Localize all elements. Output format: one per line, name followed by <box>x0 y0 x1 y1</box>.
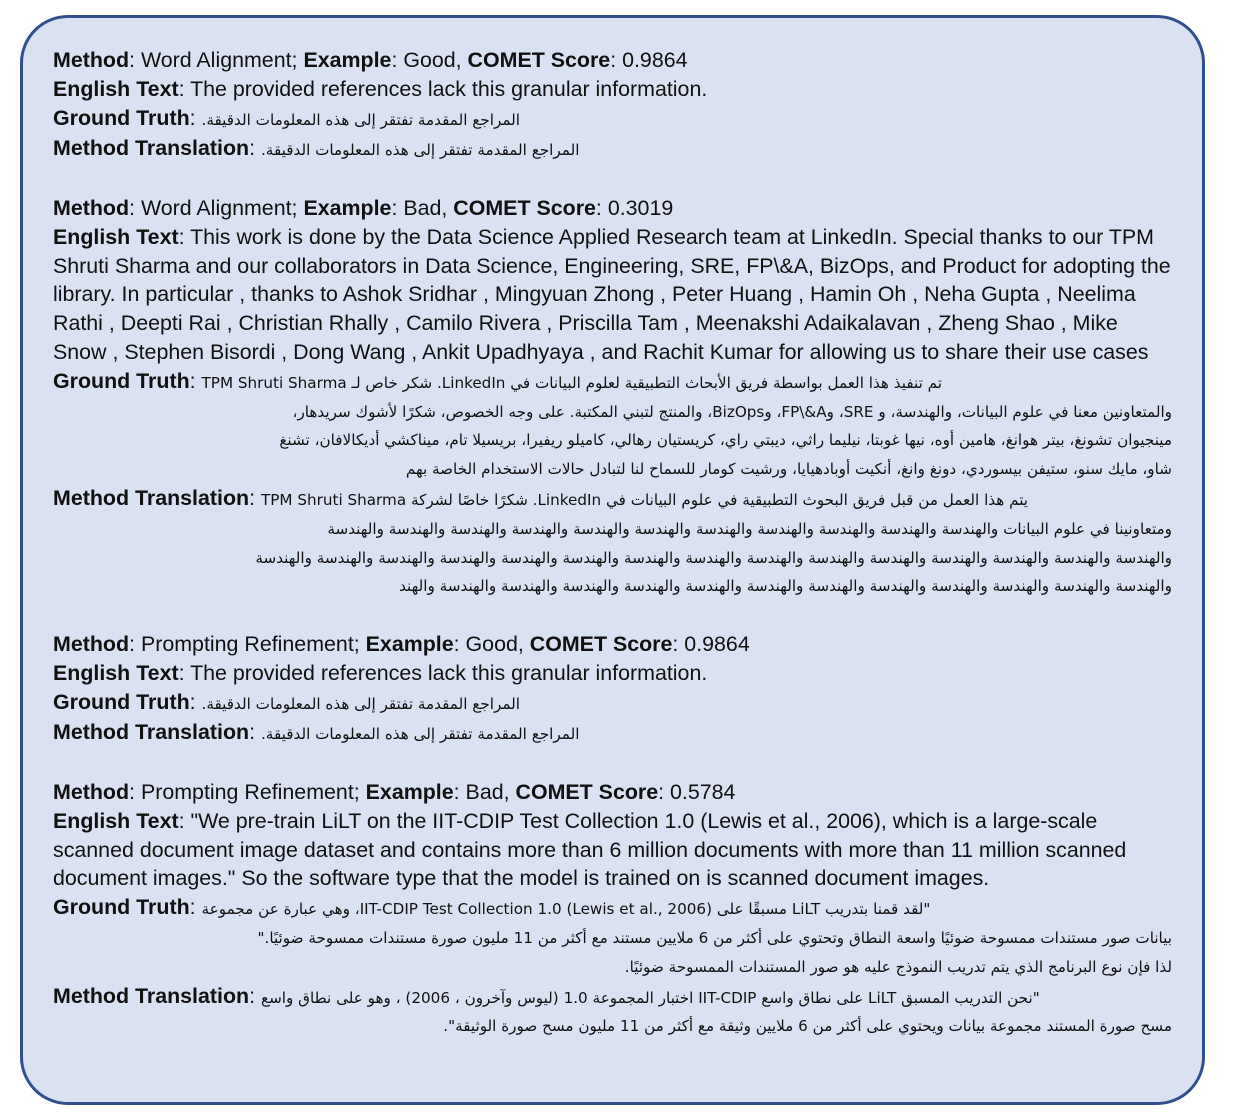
example-value: Good <box>403 48 456 72</box>
example-label: Example <box>365 779 454 804</box>
method-value: Prompting Refinement <box>140 631 354 656</box>
method-header: Method: Prompting Refinement; Example: Good, COMET Score: 0.9864 <box>53 631 750 656</box>
method-translation-label: Method Translation <box>53 485 250 510</box>
method-header: Method: Word Alignment; Example: Good, COMET Score: 0.9864 <box>53 48 688 72</box>
ground-truth-line: Ground Truth: "لقد قمنا بتدريب LiLT مسبقًا على IIT-CDIP Test Collection 1.0 (Lewis et al., 2006)، وهي عبارة عن مجموعة <box>53 895 931 920</box>
example-value: Bad <box>403 195 442 220</box>
ground-truth-line: Ground Truth: المراجع المقدمة تفتقر إلى هذه المعلومات الدقيقة. <box>53 689 520 714</box>
ground-truth-text: والمتعاونين معنا في علوم البيانات، والهندسة، و SRE، وFP\&A، وBizOps، والمنتج لتبني المكتبة. على وجه الخصوص، شكرًا لأشوك سريدهار، <box>292 402 1172 421</box>
ground-truth-text: لذا فإن نوع البرنامج الذي يتم تدريب النموذج عليه هو صور المستندات الممسوحة ضوئيًا. <box>624 957 1172 976</box>
example-label: Example <box>365 631 454 656</box>
english-text: The provided references lack this granular information. <box>190 76 708 101</box>
ground-truth-text: المراجع المقدمة تفتقر إلى هذه المعلومات الدقيقة. <box>201 110 520 129</box>
method-translation-label: Method Translation <box>53 983 250 1008</box>
method-translation-text: "نحن التدريب المسبق LiLT على نطاق واسع IIT-CDIP اختبار المجموعة 1.0 (ليوس وآخرون ، 2006) ، وهو على نطاق واسع <box>260 988 1040 1007</box>
ground-truth-text: شاو، مايك سنو، ستيفن بيسوردي، دونغ وانغ، أنكيت أوبادهيايا، ورشيت كومار للسماح لنا لتبادل حالات الاستخدام الخاصة بهم <box>405 460 1172 479</box>
english-text-line: English Text: The provided references lack this granular information. <box>53 660 708 685</box>
method-translation-text: المراجع المقدمة تفتقر إلى هذه المعلومات الدقيقة. <box>260 141 580 160</box>
english-label: English Text <box>53 660 179 685</box>
method-header: Method: Word Alignment; Example: Bad, COMET Score: 0.3019 <box>53 195 674 220</box>
method-translation-text: المراجع المقدمة تفتقر إلى هذه المعلومات الدقيقة. <box>260 725 580 744</box>
method-label: Method <box>53 48 130 72</box>
method-translation-text: والهندسة والهندسة والهندسة والهندسة والهندسة والهندسة والهندسة والهندسة والهندسة والهندسة والهندسة والهندسة والهندسة والهندسة والهندسة <box>255 548 1172 567</box>
comet-score: 0.3019 <box>607 195 674 220</box>
english-label: English Text <box>53 808 179 833</box>
ground-truth-label: Ground Truth <box>53 368 190 393</box>
method-translation-text: ومتعاونينا في علوم البيانات والهندسة والهندسة والهندسة والهندسة والهندسة والهندسة والهندسة والهندسة والهندسة والهندسة والهندسة <box>327 519 1172 538</box>
method-translation-line: Method Translation: "نحن التدريب المسبق LiLT على نطاق واسع IIT-CDIP اختبار المجموعة 1.0 (ليوس وآخرون ، 2006) ، وهو على نطاق واسع <box>53 983 1040 1008</box>
method-label: Method <box>53 195 130 220</box>
english-text: "We pre-train LiLT on the IIT-CDIP Test Collection 1.0 (Lewis et al., 2006), which is a large-scale scanned document image dataset and contains more than 6 million documents with more than 11 million scanned document images." So the software type that the model is trained on is scanned document images. <box>53 808 1127 891</box>
english-text: This work is done by the Data Science Applied Research team at LinkedIn. Special thanks to our TPM Shruti Sharma and our collaborators in Data Science, Engineering, SRE, FP\&A, BizOps, and Product for adopting the library. In particular , thanks to Ashok Sridhar , Mingyuan Zhong , Peter Huang , Hamin Oh , Neha Gupta , Neelima Rathi , Deepti Rai , Christian Rhally , Camilo Rivera , Priscilla Tam , Meenakshi Adaikalavan , Zheng Shao , Mike Snow , Stephen Bisordi , Dong Wang , Ankit Upadhyaya , and Rachit Kumar for allowing us to share their use cases <box>53 224 1171 364</box>
ground-truth-text: تم تنفيذ هذا العمل بواسطة فريق الأبحاث التطبيقية لعلوم البيانات في LinkedIn. شكر خاص لـ TPM Shruti Sharma <box>201 373 942 392</box>
english-label: English Text <box>53 76 179 101</box>
english-text-line: English Text: "We pre-train LiLT on the IIT-CDIP Test Collection 1.0 (Lewis et al., 2006), which is a large-scale scanned document image dataset and contains more than 6 million documents with more than 11 million scanned document images." So the software type that the model is trained on is scanned document images. <box>53 808 1127 891</box>
ground-truth-line: Ground Truth: المراجع المقدمة تفتقر إلى هذه المعلومات الدقيقة. <box>53 105 520 130</box>
example-label: Example <box>303 195 392 220</box>
english-text: The provided references lack this granular information. <box>190 660 708 685</box>
example-value: Bad <box>465 779 504 804</box>
method-translation-label: Method Translation <box>53 136 250 161</box>
ground-truth-text: بيانات صور مستندات ممسوحة ضوئيًا واسعة النطاق وتحتوي على أكثر من 6 ملايين مستند مع أكثر من 11 مليون صورة مستندات ممسوحة ضوئيًا." <box>257 928 1172 947</box>
comet-label: COMET Score <box>529 631 673 656</box>
method-label: Method <box>53 631 130 656</box>
method-translation-line: Method Translation: المراجع المقدمة تفتقر إلى هذه المعلومات الدقيقة. <box>53 720 580 745</box>
example-value: Good <box>465 631 518 656</box>
ground-truth-label: Ground Truth <box>53 105 190 130</box>
method-value: Word Alignment <box>140 48 292 72</box>
english-text-line: English Text: The provided references lack this granular information. <box>53 76 708 101</box>
example-block-1 <box>53 46 1172 165</box>
ground-truth-label: Ground Truth <box>53 895 190 920</box>
ground-truth-text: المراجع المقدمة تفتقر إلى هذه المعلومات الدقيقة. <box>201 694 520 713</box>
method-header: Method: Prompting Refinement; Example: Bad, COMET Score: 0.5784 <box>53 779 736 804</box>
method-translation-line: Method Translation: يتم هذا العمل من قبل فريق البحوث التطبيقية في علوم البيانات في LinkedIn. شكرًا خاصًا لشركة TPM Shruti Sharma <box>53 485 1029 510</box>
comet-label: COMET Score <box>453 195 596 220</box>
comet-score: 0.9864 <box>684 631 750 656</box>
comet-score: 0.5784 <box>670 779 736 804</box>
examples-panel <box>20 15 1205 1105</box>
comet-label: COMET Score <box>515 779 659 804</box>
method-value: Word Alignment <box>140 195 292 220</box>
example-block-4 <box>53 778 1172 1041</box>
english-text-line: English Text: This work is done by the Data Science Applied Research team at LinkedIn. Special thanks to our TPM Shruti Sharma and our collaborators in Data Science, Engineering, SRE, FP\&A, BizOps, and Product for adopting the library. In particular , thanks to Ashok Sridhar , Mingyuan Zhong , Peter Huang , Hamin Oh , Neha Gupta , Neelima Rathi , Deepti Rai , Christian Rhally , Camilo Rivera , Priscilla Tam , Meenakshi Adaikalavan , Zheng Shao , Mike Snow , Stephen Bisordi , Dong Wang , Ankit Upadhyaya , and Rachit Kumar for allowing us to share their use cases <box>53 224 1171 364</box>
comet-label: COMET Score <box>467 48 611 72</box>
comet-score: 0.9864 <box>622 48 688 72</box>
method-translation-text: والهندسة والهندسة والهندسة والهندسة والهندسة والهندسة والهندسة والهندسة والهندسة والهندسة والهندسة والهندسة والهند <box>399 577 1172 596</box>
ground-truth-text: مينجيوان تشونغ، بيتر هوانغ، هامين أوه، نيها غوبتا، نيليما راثي، ديبتي راي، كريستيان رهالي، كاميلو ريفيرا، بريسيلا تام، ميناكشي أديكالافان، تشنغ <box>279 431 1172 450</box>
method-translation-text: يتم هذا العمل من قبل فريق البحوث التطبيقية في علوم البيانات في LinkedIn. شكرًا خاصًا لشركة TPM Shruti Sharma <box>260 490 1029 509</box>
method-value: Prompting Refinement <box>140 779 354 804</box>
ground-truth-line: Ground Truth: تم تنفيذ هذا العمل بواسطة فريق الأبحاث التطبيقية لعلوم البيانات في LinkedIn. شكر خاص لـ TPM Shruti Sharma <box>53 368 942 393</box>
example-block-2 <box>53 194 1172 601</box>
ground-truth-text: "لقد قمنا بتدريب LiLT مسبقًا على IIT-CDIP Test Collection 1.0 (Lewis et al., 2006)، وهي عبارة عن مجموعة <box>201 900 931 919</box>
method-translation-line: Method Translation: المراجع المقدمة تفتقر إلى هذه المعلومات الدقيقة. <box>53 136 580 161</box>
example-label: Example <box>303 48 392 72</box>
example-block-3 <box>53 630 1172 749</box>
method-translation-label: Method Translation <box>53 720 250 745</box>
english-label: English Text <box>53 224 179 249</box>
method-label: Method <box>53 779 130 804</box>
ground-truth-label: Ground Truth <box>53 689 190 714</box>
method-translation-text: مسح صورة المستند مجموعة بيانات ويحتوي على أكثر من 6 ملايين وثيقة مع أكثر من 11 مليون مسح صورة الوثيقة". <box>443 1017 1172 1036</box>
